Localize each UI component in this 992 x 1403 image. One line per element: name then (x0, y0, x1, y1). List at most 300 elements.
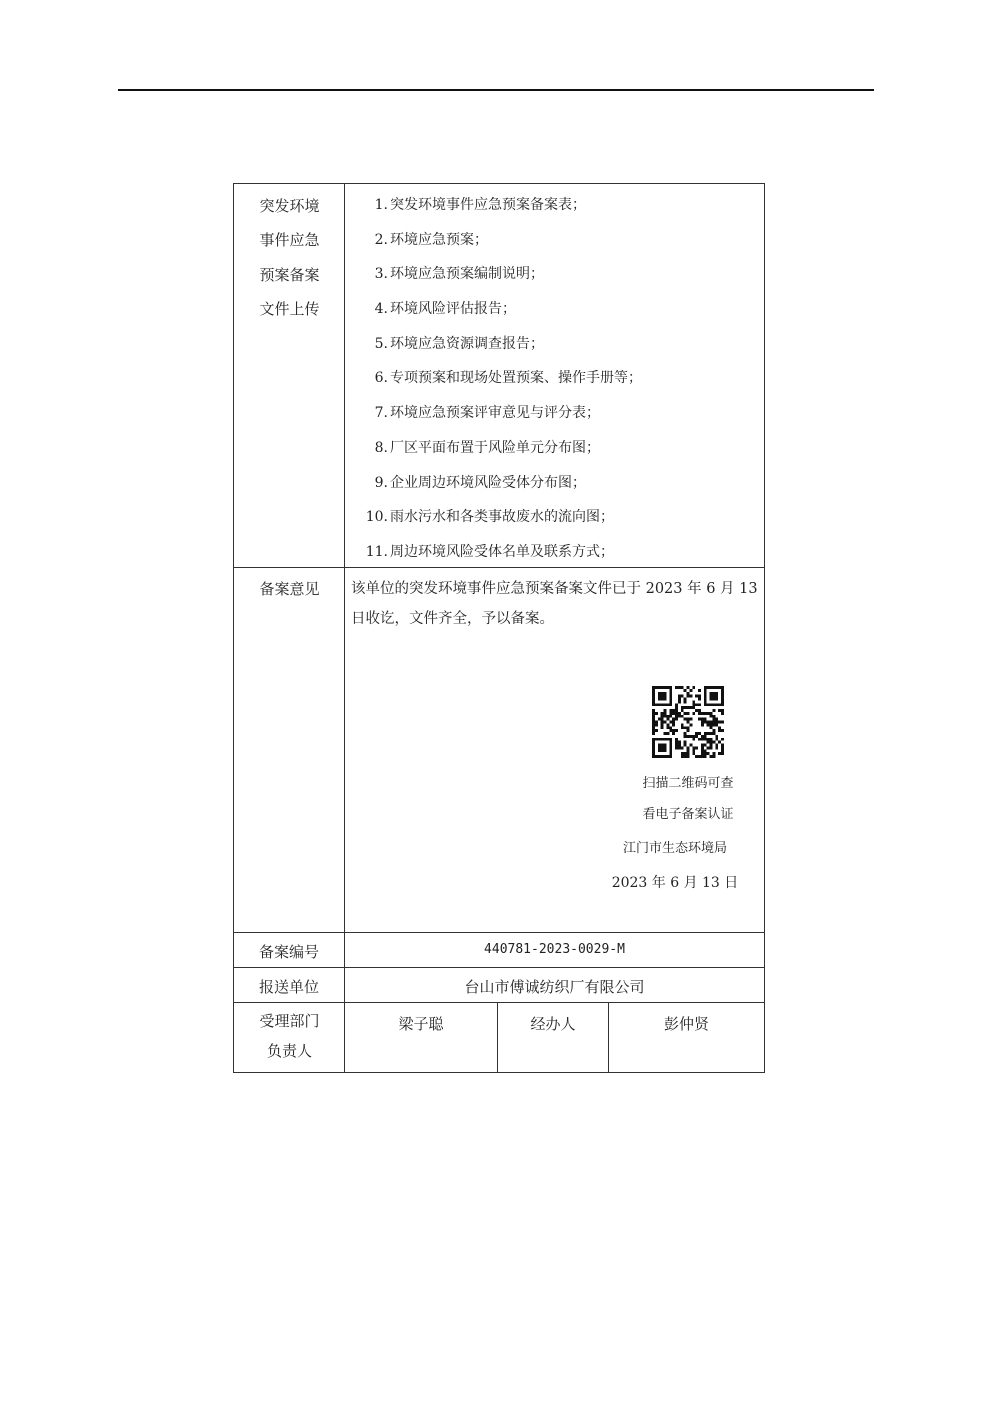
dept-head-label-line: 受理部门 (259, 1012, 320, 1030)
qr-module (689, 718, 692, 721)
qr-module (698, 709, 701, 712)
qr-module (681, 686, 684, 689)
item-text: 环境应急预案； (390, 231, 488, 248)
qr-module (684, 732, 687, 735)
qr-module (664, 746, 667, 749)
qr-module (701, 744, 704, 747)
qr-module (666, 738, 669, 741)
qr-module (687, 692, 690, 695)
qr-module (664, 749, 667, 752)
qr-module (669, 695, 672, 698)
qr-module (698, 695, 701, 698)
qr-module (664, 744, 667, 747)
qr-module (658, 755, 661, 758)
qr-module (695, 695, 698, 698)
item-number: 3. (374, 266, 388, 283)
qr-module (698, 698, 701, 701)
dept-head-label (234, 1006, 345, 1066)
qr-module (687, 735, 690, 738)
qr-module (675, 712, 678, 715)
qr-module (658, 695, 661, 698)
qr-module (689, 723, 692, 726)
qr-module (721, 686, 724, 689)
qr-module (712, 729, 715, 732)
qr-module (704, 700, 707, 703)
qr-module (721, 692, 724, 695)
qr-module (675, 738, 678, 741)
qr-module (710, 746, 713, 749)
qr-module (664, 686, 667, 689)
qr-module (652, 721, 655, 724)
qr-module (715, 686, 718, 689)
qr-module (666, 732, 669, 735)
qr-module (669, 698, 672, 701)
qr-module (684, 755, 687, 758)
qr-module (672, 732, 675, 735)
qr-module (669, 726, 672, 729)
qr-module (707, 741, 710, 744)
qr-caption-line-2: 看电子备案认证 (642, 807, 734, 822)
opinion-text: 该单位的突发环境事件应急预案备案文件已于 2023 年 6 月 13 日收讫，文件齐全，予以备案。 (351, 581, 758, 627)
qr-module (669, 746, 672, 749)
upload-label-line: 预案备案 (259, 265, 320, 284)
qr-module (721, 700, 724, 703)
qr-module (675, 718, 678, 721)
qr-module (707, 752, 710, 755)
qr-module (698, 689, 701, 692)
record-no-value: 440781-2023-0029-M (484, 942, 625, 957)
qr-module (718, 703, 721, 706)
qr-module (664, 712, 667, 715)
item-number: 11. (365, 543, 388, 560)
qr-module (652, 726, 655, 729)
qr-module (710, 744, 713, 747)
upload-label-line: 事件应急 (259, 231, 320, 250)
qr-module (712, 692, 715, 695)
qr-module (715, 698, 718, 701)
qr-module (689, 706, 692, 709)
qr-module (666, 715, 669, 718)
qr-module (669, 741, 672, 744)
qr-module (715, 703, 718, 706)
qr-module (695, 746, 698, 749)
qr-module (707, 721, 710, 724)
qr-module (669, 738, 672, 741)
qr-module (715, 695, 718, 698)
qr-module (652, 692, 655, 695)
qr-module (715, 718, 718, 721)
qr-module (669, 703, 672, 706)
item-text: 环境应急预案编制说明； (390, 266, 544, 283)
qr-module (721, 721, 724, 724)
qr-module (718, 729, 721, 732)
qr-module (675, 703, 678, 706)
qr-module (658, 718, 661, 721)
qr-module (652, 738, 655, 741)
qr-module (718, 709, 721, 712)
qr-module (692, 738, 695, 741)
submit-unit-value: 台山市傅诚纺织厂有限公司 (464, 978, 645, 996)
qr-module (712, 718, 715, 721)
qr-module (669, 715, 672, 718)
qr-module (704, 749, 707, 752)
qr-module (687, 712, 690, 715)
qr-module (704, 692, 707, 695)
qr-module (672, 718, 675, 721)
list-item (346, 466, 764, 501)
qr-module (672, 709, 675, 712)
item-number: 6. (374, 370, 388, 387)
item-text: 突发环境事件应急预案备案表； (390, 197, 586, 213)
qr-module (687, 721, 690, 724)
row-divider (234, 967, 764, 968)
qr-module (664, 732, 667, 735)
qr-module (652, 689, 655, 692)
qr-module (707, 723, 710, 726)
item-number: 9. (374, 474, 388, 491)
list-item (346, 188, 764, 223)
qr-module (710, 741, 713, 744)
qr-module (681, 709, 684, 712)
qr-module (721, 712, 724, 715)
opinion-label (234, 572, 345, 606)
qr-module (658, 686, 661, 689)
row-divider (234, 1002, 764, 1003)
qr-module (689, 689, 692, 692)
item-text: 环境应急资源调查报告； (390, 335, 544, 352)
qr-module (666, 686, 669, 689)
qr-module (695, 709, 698, 712)
qr-module (658, 692, 661, 695)
qr-module (664, 695, 667, 698)
upload-label-line: 文件上传 (259, 299, 320, 318)
qr-module (678, 746, 681, 749)
qr-module (652, 729, 655, 732)
qr-module (661, 749, 664, 752)
qr-module (661, 715, 664, 718)
qr-module (652, 695, 655, 698)
qr-module (707, 738, 710, 741)
qr-module (701, 735, 704, 738)
qr-module (710, 738, 713, 741)
qr-module (652, 698, 655, 701)
qr-module (689, 735, 692, 738)
qr-module (707, 703, 710, 706)
qr-module (692, 752, 695, 755)
qr-module (704, 732, 707, 735)
qr-module (710, 715, 713, 718)
qr-module (658, 738, 661, 741)
qr-module (707, 686, 710, 689)
qr-module (681, 695, 684, 698)
qr-module (701, 752, 704, 755)
qr-module (666, 703, 669, 706)
qr-module (701, 755, 704, 758)
qr-module (704, 755, 707, 758)
qr-module (704, 695, 707, 698)
qr-module (681, 755, 684, 758)
qr-module (687, 729, 690, 732)
qr-module (707, 712, 710, 715)
qr-module (675, 746, 678, 749)
qr-module (655, 712, 658, 715)
qr-module (689, 695, 692, 698)
qr-code[interactable] (652, 686, 724, 758)
qr-module (678, 741, 681, 744)
qr-module (687, 695, 690, 698)
qr-module (675, 744, 678, 747)
list-item (346, 361, 764, 396)
qr-caption-line-1: 扫描二维码可查 (642, 776, 734, 791)
qr-module (669, 721, 672, 724)
qr-module (681, 726, 684, 729)
qr-module (712, 752, 715, 755)
qr-module (710, 755, 713, 758)
qr-module (678, 712, 681, 715)
qr-module (658, 744, 661, 747)
qr-module (701, 723, 704, 726)
list-item (346, 535, 764, 570)
qr-module (669, 712, 672, 715)
qr-module (698, 738, 701, 741)
opinion-label-text: 备案意见 (259, 580, 320, 598)
qr-module (698, 755, 701, 758)
list-item (346, 257, 764, 292)
qr-module (678, 744, 681, 747)
qr-code-graphic (652, 686, 724, 758)
qr-module (684, 712, 687, 715)
qr-module (701, 749, 704, 752)
qr-module (687, 686, 690, 689)
qr-module (721, 698, 724, 701)
qr-module (672, 721, 675, 724)
qr-module (704, 752, 707, 755)
qr-module (664, 709, 667, 712)
qr-module (704, 686, 707, 689)
qr-module (675, 706, 678, 709)
file-list (346, 188, 764, 570)
qr-module (652, 744, 655, 747)
item-text: 环境应急预案评审意见与评分表； (390, 405, 600, 422)
qr-module (658, 746, 661, 749)
qr-module (652, 755, 655, 758)
qr-module (652, 703, 655, 706)
item-number: 2. (374, 231, 388, 248)
qr-module (655, 703, 658, 706)
qr-module (715, 744, 718, 747)
qr-module (698, 712, 701, 715)
qr-module (684, 735, 687, 738)
qr-module (652, 741, 655, 744)
qr-module (684, 698, 687, 701)
qr-module (661, 744, 664, 747)
qr-module (710, 721, 713, 724)
list-item (346, 223, 764, 258)
qr-module (710, 732, 713, 735)
qr-module (664, 738, 667, 741)
qr-module (661, 755, 664, 758)
qr-module (666, 755, 669, 758)
qr-module (701, 738, 704, 741)
qr-module (710, 692, 713, 695)
qr-module (710, 723, 713, 726)
qr-module (655, 755, 658, 758)
qr-module (661, 723, 664, 726)
qr-module (701, 746, 704, 749)
qr-module (664, 703, 667, 706)
qr-module (658, 749, 661, 752)
item-text: 厂区平面布置于风险单元分布图； (390, 439, 600, 456)
qr-module (661, 695, 664, 698)
qr-module (655, 721, 658, 724)
qr-module (718, 741, 721, 744)
qr-module (721, 749, 724, 752)
qr-module (712, 715, 715, 718)
qr-module (715, 723, 718, 726)
qr-module (681, 723, 684, 726)
qr-module (675, 729, 678, 732)
qr-module (701, 721, 704, 724)
qr-module (669, 700, 672, 703)
qr-module (652, 732, 655, 735)
qr-module (704, 712, 707, 715)
qr-module (669, 689, 672, 692)
item-text: 周边环境风险受体名单及联系方式； (390, 543, 614, 560)
qr-module (661, 721, 664, 724)
qr-module (678, 695, 681, 698)
qr-module (664, 715, 667, 718)
qr-module (721, 752, 724, 755)
qr-module (672, 723, 675, 726)
qr-module (655, 686, 658, 689)
qr-module (664, 692, 667, 695)
qr-module (721, 689, 724, 692)
qr-module (692, 735, 695, 738)
qr-module (695, 735, 698, 738)
qr-module (678, 698, 681, 701)
qr-module (698, 703, 701, 706)
record-no-label: 备案编号 (258, 943, 319, 961)
qr-module (684, 726, 687, 729)
dept-head-name: 梁子聪 (398, 1015, 444, 1033)
qr-module (655, 723, 658, 726)
qr-module (710, 726, 713, 729)
handler-label: 经办人 (530, 1015, 576, 1033)
qr-module (689, 744, 692, 747)
qr-module (666, 726, 669, 729)
qr-module (681, 746, 684, 749)
qr-module (698, 732, 701, 735)
qr-module (712, 721, 715, 724)
qr-module (652, 712, 655, 715)
qr-module (710, 695, 713, 698)
qr-module (666, 723, 669, 726)
qr-module (715, 738, 718, 741)
upload-label (234, 189, 345, 326)
qr-module (710, 686, 713, 689)
qr-module (687, 755, 690, 758)
qr-module (661, 738, 664, 741)
qr-module (712, 698, 715, 701)
qr-module (718, 752, 721, 755)
qr-module (681, 706, 684, 709)
qr-module (712, 741, 715, 744)
qr-module (675, 709, 678, 712)
list-item (346, 292, 764, 327)
qr-module (718, 686, 721, 689)
qr-module (704, 703, 707, 706)
issuer-name: 江门市生态环境局 (622, 841, 727, 856)
qr-module (684, 752, 687, 755)
qr-module (655, 729, 658, 732)
qr-module (687, 752, 690, 755)
qr-module (669, 752, 672, 755)
upload-label-line: 突发环境 (259, 197, 320, 215)
qr-module (652, 709, 655, 712)
qr-module (684, 700, 687, 703)
qr-module (681, 715, 684, 718)
qr-module (695, 755, 698, 758)
qr-module (721, 695, 724, 698)
qr-module (687, 706, 690, 709)
qr-module (661, 718, 664, 721)
qr-module (704, 744, 707, 747)
qr-module (718, 726, 721, 729)
list-item (346, 396, 764, 431)
qr-module (701, 712, 704, 715)
qr-module (721, 709, 724, 712)
list-item (346, 500, 764, 535)
qr-module (661, 686, 664, 689)
qr-module (684, 689, 687, 692)
dept-head-label-line: 负责人 (266, 1042, 312, 1060)
submit-unit-label: 报送单位 (258, 978, 319, 996)
qr-module (710, 712, 713, 715)
qr-module (692, 746, 695, 749)
item-number: 4. (374, 301, 388, 318)
qr-module (707, 746, 710, 749)
qr-module (687, 746, 690, 749)
qr-module (721, 746, 724, 749)
qr-module (704, 738, 707, 741)
qr-module (704, 718, 707, 721)
handler-name: 彭仲贤 (663, 1015, 709, 1033)
qr-module (669, 744, 672, 747)
item-text: 环境风险评估报告； (390, 301, 516, 318)
qr-module (672, 729, 675, 732)
qr-module (692, 686, 695, 689)
qr-module (684, 706, 687, 709)
item-number: 8. (374, 439, 388, 456)
qr-module (704, 735, 707, 738)
item-text: 雨水污水和各类事故废水的流向图； (390, 509, 614, 526)
qr-module (718, 721, 721, 724)
qr-module (704, 689, 707, 692)
qr-module (698, 718, 701, 721)
list-item (346, 327, 764, 362)
qr-module (692, 712, 695, 715)
qr-module (721, 729, 724, 732)
qr-module (666, 718, 669, 721)
qr-module (695, 703, 698, 706)
filing-form (233, 183, 765, 1073)
qr-module (661, 698, 664, 701)
item-number: 1. (374, 197, 388, 213)
qr-module (721, 703, 724, 706)
qr-module (652, 686, 655, 689)
qr-module (712, 732, 715, 735)
item-text: 企业周边环境风险受体分布图； (390, 474, 586, 491)
